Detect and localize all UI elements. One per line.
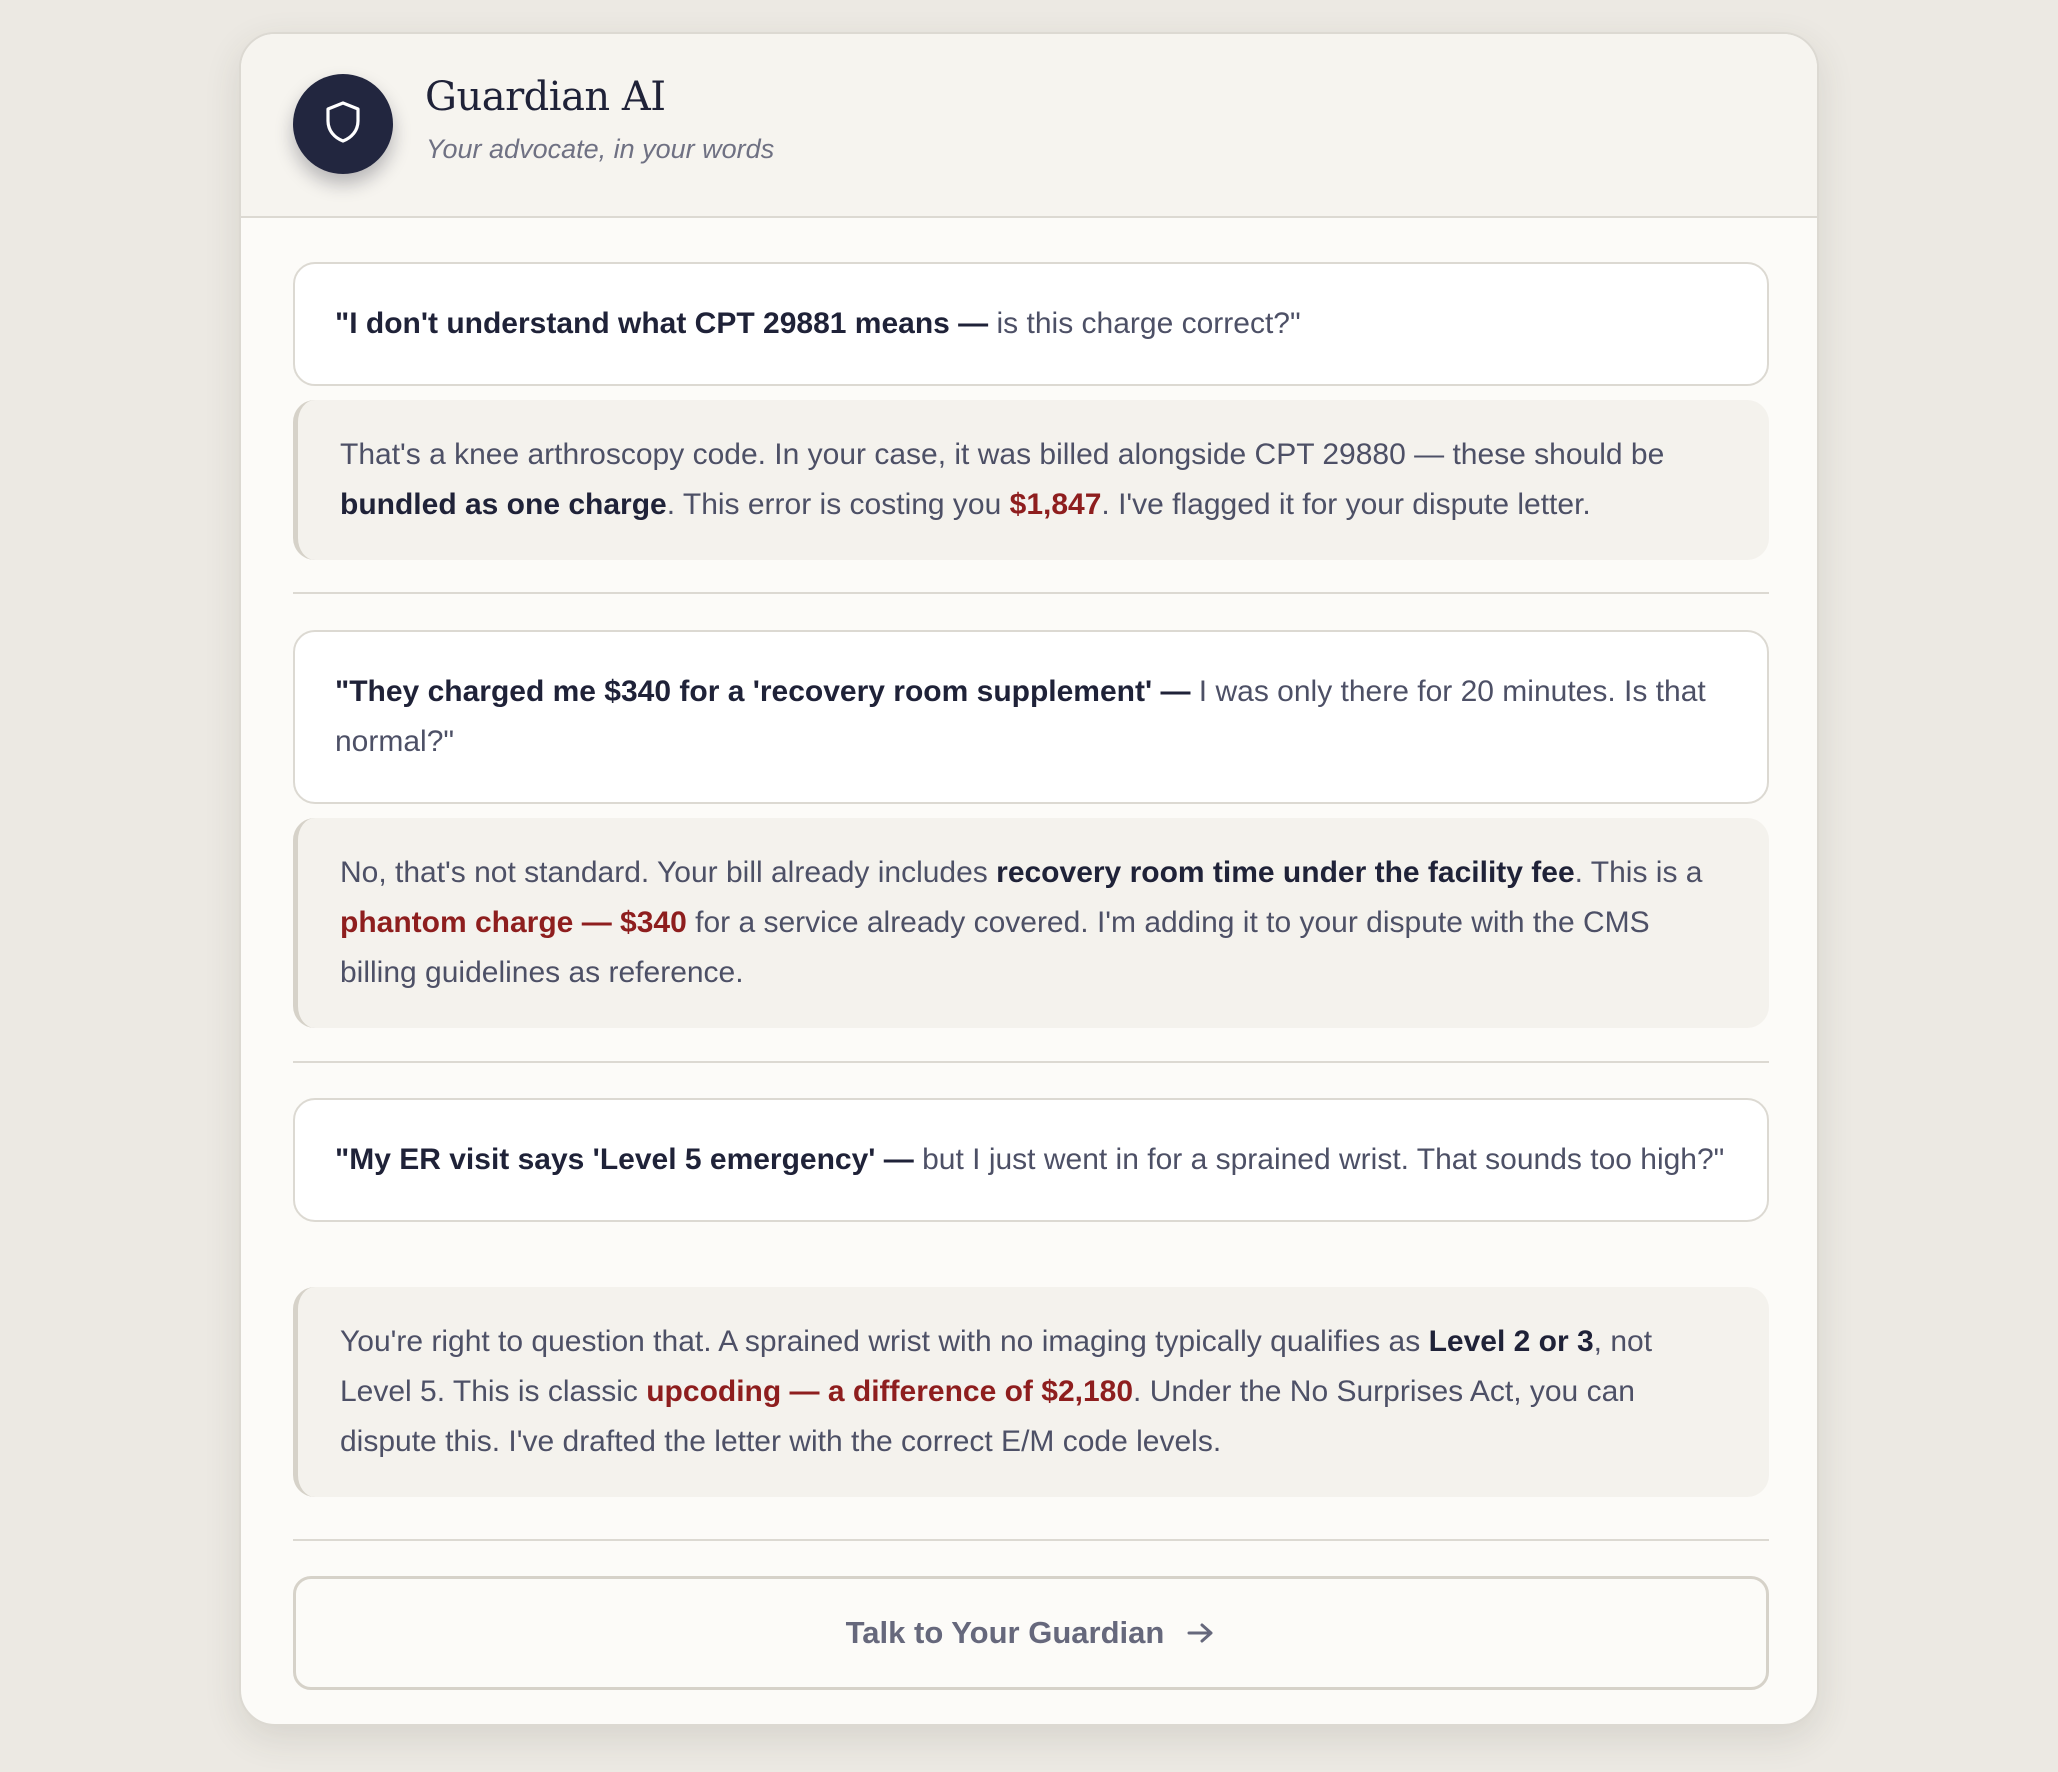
talk-to-guardian-label: Talk to Your Guardian — [845, 1615, 1165, 1650]
arrow-right-icon — [1186, 1621, 1216, 1645]
user-message — [293, 1098, 1769, 1222]
ai-response — [293, 1287, 1769, 1497]
user-message-emphasis: "I don't understand what CPT 29881 means — — [335, 307, 989, 340]
ai-response-text: . This is a — [1574, 856, 1703, 889]
ai-response-text: . This error is costing you — [666, 488, 1010, 521]
ai-response-amount: upcoding — a difference of $2,180 — [646, 1375, 1134, 1408]
divider — [293, 1539, 1769, 1541]
divider — [293, 1061, 1769, 1063]
user-message-text: is this charge correct?" — [988, 307, 1301, 340]
user-message — [293, 262, 1769, 386]
ai-response-amount: $1,847 — [1009, 488, 1102, 521]
guardian-avatar — [293, 74, 393, 174]
user-message-text: I was only there for 20 minutes. Is that normal?" — [335, 675, 1706, 758]
ai-response-emphasis: Level 2 or 3 — [1428, 1325, 1594, 1358]
ai-response-text: . I've flagged it for your dispute letter. — [1101, 488, 1591, 521]
ai-response-text: , not Level 5. This is classic — [340, 1325, 1653, 1408]
app-title: Guardian AI — [425, 74, 666, 120]
user-message-text: but I just went in for a sprained wrist. That sounds too high?" — [913, 1143, 1725, 1176]
ai-response-text: That's a knee arthroscopy code. In your case, it was billed alongside CPT 29880 — these should be — [340, 438, 1665, 471]
ai-response-emphasis: recovery room time under the facility fee — [996, 856, 1575, 889]
user-message-emphasis: "They charged me $340 for a 'recovery room supplement' — — [335, 675, 1191, 708]
talk-to-guardian-button[interactable] — [293, 1576, 1769, 1690]
divider — [293, 592, 1769, 594]
ai-response-text: No, that's not standard. Your bill already includes — [340, 856, 997, 889]
ai-response-text: You're right to question that. A sprained wrist with no imaging typically qualifies as — [340, 1325, 1429, 1358]
ai-response-amount: phantom charge — $340 — [340, 906, 687, 939]
ai-response — [293, 400, 1769, 560]
ai-response-text: for a service already covered. I'm adding it to your dispute with the CMS billing guidelines as reference. — [340, 906, 1650, 989]
user-message — [293, 630, 1769, 804]
ai-response-emphasis: bundled as one charge — [340, 488, 667, 521]
ai-response — [293, 818, 1769, 1028]
chat-header — [241, 34, 1817, 218]
shield-icon — [323, 100, 363, 149]
ai-response-text: . Under the No Surprises Act, you can dispute this. I've drafted the letter with the correct E/M code levels. — [340, 1375, 1635, 1458]
app-subtitle: Your advocate, in your words — [426, 134, 775, 164]
chat-card — [239, 32, 1819, 1726]
user-message-emphasis: "My ER visit says 'Level 5 emergency' — — [335, 1143, 914, 1176]
